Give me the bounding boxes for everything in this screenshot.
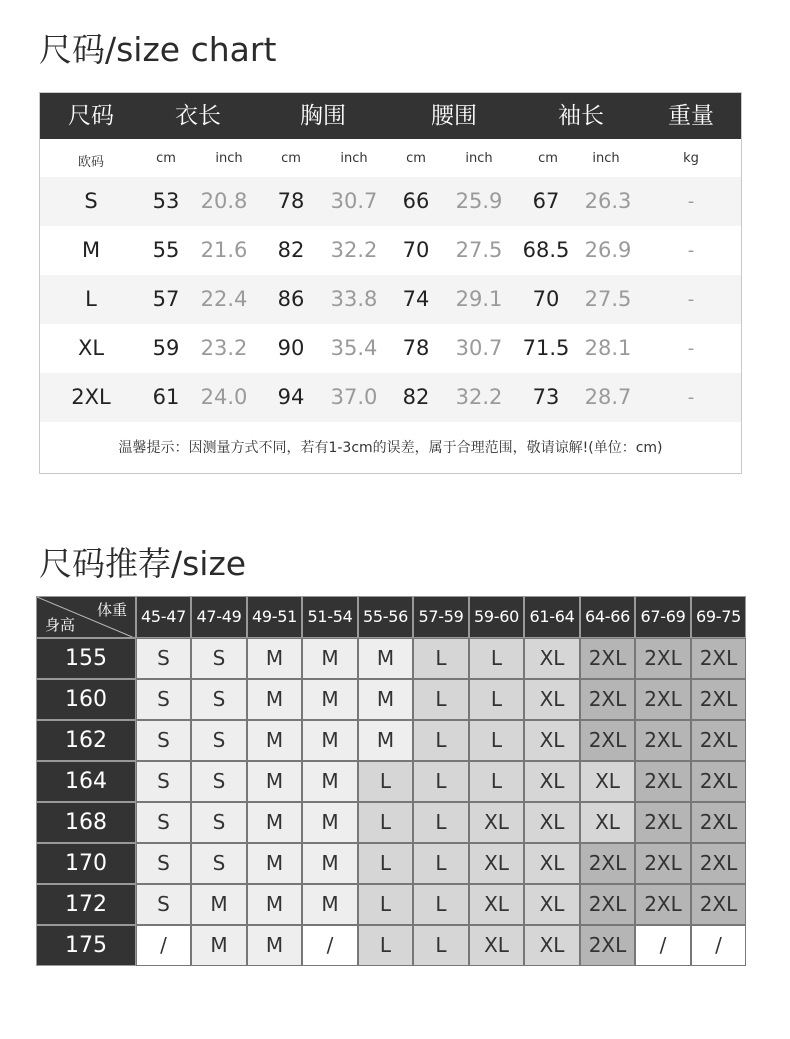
recommended-size-cell: L: [413, 884, 469, 925]
weight-column-header: 67-69: [635, 596, 691, 638]
header-size: 尺码: [68, 103, 114, 129]
size-cell-waist-in: 25.9: [455, 189, 503, 213]
recommended-size-cell: 2XL: [635, 802, 691, 843]
recommended-size-cell: M: [247, 679, 302, 720]
size-row: [40, 275, 741, 324]
size-cell-waist-cm: 78: [402, 336, 430, 360]
size-cell-waist-in: 32.2: [455, 385, 503, 409]
unit-label: cm: [406, 151, 426, 166]
recommended-size-cell: S: [136, 638, 191, 679]
size-cell-waist-cm: 82: [402, 385, 430, 409]
recommended-size-cell: M: [247, 925, 302, 966]
size-cell-chest-cm: 94: [277, 385, 305, 409]
recommended-size-cell: M: [247, 884, 302, 925]
recommended-size-cell: 2XL: [635, 638, 691, 679]
recommended-size-cell: S: [136, 761, 191, 802]
size-cell-length-cm: 61: [152, 385, 180, 409]
recommended-size-cell: M: [302, 843, 358, 884]
weight-column-header: 55-56: [358, 596, 413, 638]
recommended-size-cell: M: [247, 802, 302, 843]
weight-column-header: 64-66: [580, 596, 635, 638]
weight-column-header: 45-47: [136, 596, 191, 638]
recommended-size-cell: L: [469, 720, 524, 761]
size-chart-header: [40, 93, 741, 139]
recommended-size-cell: S: [191, 761, 247, 802]
size-cell-length-in: 22.4: [200, 287, 248, 311]
unit-label: kg: [683, 151, 699, 166]
recommended-size-cell: 2XL: [580, 884, 635, 925]
size-row: [40, 373, 741, 422]
weight-column-header: 51-54: [302, 596, 358, 638]
recommended-size-cell: 2XL: [635, 679, 691, 720]
size-cell-chest-cm: 82: [277, 238, 305, 262]
size-cell-size: L: [85, 287, 97, 311]
recommended-size-cell: S: [136, 720, 191, 761]
recommended-size-cell: 2XL: [580, 638, 635, 679]
recommended-size-cell: 2XL: [691, 638, 746, 679]
size-row: [40, 324, 741, 373]
recommended-size-cell: M: [247, 638, 302, 679]
recommended-size-cell: /: [691, 925, 746, 966]
recommended-size-cell: S: [136, 843, 191, 884]
recommended-size-cell: M: [302, 884, 358, 925]
size-cell-chest-in: 37.0: [330, 385, 378, 409]
recommended-size-cell: XL: [524, 638, 580, 679]
recommended-size-cell: 2XL: [635, 720, 691, 761]
unit-label: cm: [156, 151, 176, 166]
recommended-size-cell: XL: [469, 925, 524, 966]
size-cell-waist-in: 30.7: [455, 336, 503, 360]
size-recommendation-grid: [36, 596, 746, 967]
size-cell-size: 2XL: [71, 385, 111, 409]
recommended-size-cell: XL: [524, 802, 580, 843]
recommended-size-cell: 2XL: [691, 884, 746, 925]
recommended-size-cell: L: [413, 720, 469, 761]
recommended-size-cell: 2XL: [635, 761, 691, 802]
size-cell-sleeve-cm: 70: [532, 287, 560, 311]
height-row-header: 160: [36, 679, 136, 720]
recommended-size-cell: S: [136, 802, 191, 843]
weight-axis-label: 体重: [96, 601, 127, 619]
size-cell-sleeve-in: 26.3: [584, 189, 632, 213]
height-row-header: 170: [36, 843, 136, 884]
recommended-size-cell: L: [469, 761, 524, 802]
height-row-header: 168: [36, 802, 136, 843]
header-waist: 腰围: [431, 103, 477, 129]
size-cell-length-in: 23.2: [200, 336, 248, 360]
size-cell-size: S: [84, 189, 98, 213]
recommended-size-cell: M: [358, 679, 413, 720]
unit-label: inch: [340, 151, 368, 166]
recommended-size-cell: M: [358, 720, 413, 761]
size-cell-chest-cm: 86: [277, 287, 305, 311]
weight-column-header: 61-64: [524, 596, 580, 638]
size-cell-weight: -: [687, 289, 695, 310]
size-cell-length-cm: 53: [152, 189, 180, 213]
unit-label: inch: [592, 151, 620, 166]
size-cell-sleeve-in: 28.7: [584, 385, 632, 409]
recommended-size-cell: M: [358, 638, 413, 679]
recommended-size-cell: M: [247, 843, 302, 884]
header-sleeve: 袖长: [558, 103, 604, 129]
recommended-size-cell: XL: [524, 679, 580, 720]
height-row-header: 164: [36, 761, 136, 802]
grid-corner-cell: [36, 596, 136, 638]
recommended-size-cell: L: [358, 843, 413, 884]
height-row-header: 155: [36, 638, 136, 679]
recommended-size-cell: XL: [469, 843, 524, 884]
recommended-size-cell: S: [191, 720, 247, 761]
unit-label: cm: [281, 151, 301, 166]
recommended-size-cell: L: [413, 925, 469, 966]
size-cell-size: XL: [77, 336, 105, 360]
size-cell-waist-in: 29.1: [455, 287, 503, 311]
weight-column-header: 49-51: [247, 596, 302, 638]
recommended-size-cell: L: [469, 679, 524, 720]
size-cell-sleeve-cm: 67: [532, 189, 560, 213]
size-cell-waist-cm: 66: [402, 189, 430, 213]
size-cell-sleeve-cm: 73: [532, 385, 560, 409]
recommended-size-cell: XL: [469, 884, 524, 925]
recommended-size-cell: 2XL: [635, 843, 691, 884]
size-recommendation-title: 尺码推荐/size: [39, 544, 247, 583]
weight-column-header: 59-60: [469, 596, 524, 638]
recommended-size-cell: 2XL: [635, 884, 691, 925]
recommended-size-cell: S: [191, 679, 247, 720]
recommended-size-cell: L: [413, 761, 469, 802]
recommended-size-cell: /: [635, 925, 691, 966]
recommended-size-cell: 2XL: [580, 720, 635, 761]
unit-label: 欧码: [77, 155, 105, 170]
size-cell-sleeve-cm: 68.5: [522, 238, 570, 262]
size-cell-weight: -: [687, 191, 695, 212]
recommended-size-cell: XL: [524, 925, 580, 966]
recommended-size-cell: S: [136, 884, 191, 925]
size-chart-title: 尺码/size chart: [39, 30, 277, 69]
size-cell-length-in: 21.6: [200, 238, 248, 262]
recommended-size-cell: XL: [524, 843, 580, 884]
size-cell-length-cm: 57: [152, 287, 180, 311]
size-cell-sleeve-in: 28.1: [584, 336, 632, 360]
size-row: [40, 177, 741, 226]
recommended-size-cell: M: [247, 761, 302, 802]
size-cell-weight: -: [687, 338, 695, 359]
size-cell-weight: -: [687, 387, 695, 408]
size-cell-chest-in: 30.7: [330, 189, 378, 213]
recommended-size-cell: 2XL: [691, 761, 746, 802]
unit-label: inch: [215, 151, 243, 166]
recommended-size-cell: XL: [524, 761, 580, 802]
recommended-size-cell: S: [191, 638, 247, 679]
recommended-size-cell: 2XL: [691, 843, 746, 884]
recommended-size-cell: L: [413, 679, 469, 720]
weight-column-header: 47-49: [191, 596, 247, 638]
recommended-size-cell: L: [358, 802, 413, 843]
recommended-size-cell: M: [247, 720, 302, 761]
weight-column-header: 57-59: [413, 596, 469, 638]
recommended-size-cell: S: [191, 802, 247, 843]
recommended-size-cell: 2XL: [580, 679, 635, 720]
recommended-size-cell: M: [191, 925, 247, 966]
height-row-header: 175: [36, 925, 136, 966]
size-cell-chest-cm: 78: [277, 189, 305, 213]
size-cell-size: M: [81, 238, 101, 262]
size-cell-weight: -: [687, 240, 695, 261]
size-cell-sleeve-in: 26.9: [584, 238, 632, 262]
recommended-size-cell: XL: [580, 761, 635, 802]
size-cell-sleeve-cm: 71.5: [522, 336, 570, 360]
header-length: 衣长: [175, 103, 221, 129]
recommended-size-cell: XL: [580, 802, 635, 843]
recommended-size-cell: M: [302, 679, 358, 720]
recommended-size-cell: L: [413, 638, 469, 679]
unit-label: inch: [465, 151, 493, 166]
recommended-size-cell: /: [136, 925, 191, 966]
header-weight: 重量: [668, 103, 714, 129]
size-cell-chest-in: 32.2: [330, 238, 378, 262]
size-cell-waist-in: 27.5: [455, 238, 503, 262]
size-cell-length-cm: 59: [152, 336, 180, 360]
size-cell-waist-cm: 74: [402, 287, 430, 311]
recommended-size-cell: M: [302, 638, 358, 679]
recommended-size-cell: L: [413, 843, 469, 884]
size-cell-chest-in: 33.8: [330, 287, 378, 311]
height-row-header: 172: [36, 884, 136, 925]
recommended-size-cell: L: [358, 925, 413, 966]
measurement-note: 温馨提示：因测量方式不同，若有1-3cm的误差，属于合理范围，敬请谅解!(单位：cm): [118, 440, 663, 456]
size-row: [40, 226, 741, 275]
size-cell-chest-in: 35.4: [330, 336, 378, 360]
header-chest: 胸围: [300, 103, 346, 129]
recommended-size-cell: M: [302, 720, 358, 761]
recommended-size-cell: L: [469, 638, 524, 679]
recommended-size-cell: 2XL: [691, 802, 746, 843]
height-axis-label: 身高: [45, 616, 76, 634]
size-chart-table: [39, 92, 742, 474]
recommended-size-cell: 2XL: [580, 843, 635, 884]
recommended-size-cell: S: [136, 679, 191, 720]
recommended-size-cell: XL: [524, 884, 580, 925]
size-cell-length-in: 24.0: [200, 385, 248, 409]
size-cell-length-in: 20.8: [200, 189, 248, 213]
size-cell-chest-cm: 90: [277, 336, 305, 360]
size-cell-sleeve-in: 27.5: [584, 287, 632, 311]
size-cell-length-cm: 55: [152, 238, 180, 262]
recommended-size-cell: M: [302, 761, 358, 802]
recommended-size-cell: 2XL: [691, 720, 746, 761]
recommended-size-cell: /: [302, 925, 358, 966]
size-cell-waist-cm: 70: [402, 238, 430, 262]
recommended-size-cell: 2XL: [691, 679, 746, 720]
recommended-size-cell: M: [191, 884, 247, 925]
height-row-header: 162: [36, 720, 136, 761]
recommended-size-cell: S: [191, 843, 247, 884]
recommended-size-cell: L: [358, 884, 413, 925]
unit-label: cm: [538, 151, 558, 166]
recommended-size-cell: XL: [469, 802, 524, 843]
recommended-size-cell: M: [302, 802, 358, 843]
recommended-size-cell: XL: [524, 720, 580, 761]
recommended-size-cell: L: [358, 761, 413, 802]
recommended-size-cell: 2XL: [580, 925, 635, 966]
weight-column-header: 69-75: [691, 596, 746, 638]
recommended-size-cell: L: [413, 802, 469, 843]
